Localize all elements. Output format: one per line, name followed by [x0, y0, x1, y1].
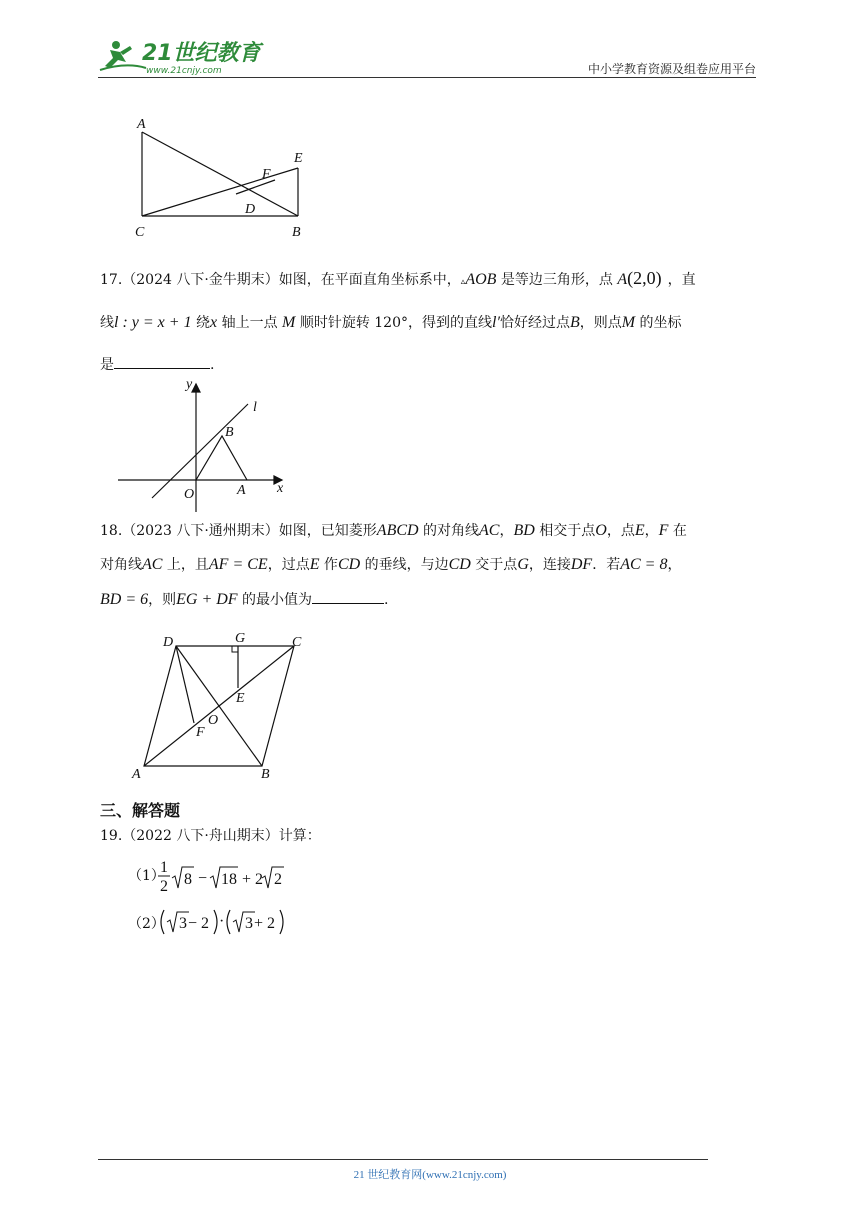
q17-line1 [100, 268, 696, 292]
q17-point-M: M [621, 314, 636, 331]
q18-line2 [100, 555, 681, 575]
q18-text: 作 [319, 557, 338, 573]
q18-point-E: E [634, 522, 645, 539]
q17-line-lprime: l′ [492, 314, 500, 331]
q18-CD: CD [448, 556, 471, 573]
q18-BD-value: BD = 6 [100, 591, 149, 608]
operator: + 2 [242, 871, 264, 888]
q18-line3 [100, 589, 388, 610]
header-rule [98, 77, 756, 78]
q18-text: ， [644, 523, 659, 539]
label-D: D [163, 635, 174, 650]
q17-text: . [210, 357, 215, 373]
q18-text: 的对角线 [418, 523, 480, 539]
q18-text: ， [499, 523, 514, 539]
footer-link[interactable]: 21 世纪教育网(www.21cnjy.com) [353, 1169, 507, 1181]
q18-figure [128, 628, 318, 783]
radicand: 18 [221, 871, 237, 888]
q18-text: 的垂线，与边 [360, 557, 449, 573]
q18-rhombus: ABCD [376, 522, 419, 539]
q17-point-A: A [617, 271, 628, 288]
q19-line1 [100, 826, 321, 846]
radicand: 8 [184, 871, 192, 888]
label-F: F [262, 167, 271, 182]
label-F: F [196, 725, 205, 740]
label-O: O [208, 713, 219, 728]
q17-figure [110, 372, 310, 517]
radicand: 2 [274, 871, 282, 888]
q18-text: 在 [668, 523, 687, 539]
q17-text: 顺时针旋转 120°，得到的直线 [295, 315, 492, 331]
label-C: C [292, 635, 302, 650]
q18-point-E: E [309, 556, 320, 573]
q18-text: 的最小值为 [237, 592, 313, 608]
q17-line2 [100, 313, 682, 333]
logo-url: www.21cnjy.com [146, 66, 222, 76]
q18-text: 上，且 [162, 557, 209, 573]
q18-answer-blank[interactable] [312, 589, 384, 604]
label-B: B [225, 425, 234, 440]
label-A: A [237, 483, 246, 498]
q18-text: ，连接 [528, 557, 571, 573]
q18-AC-value: AC = 8 [620, 556, 668, 573]
fraction-denominator: 2 [160, 878, 168, 894]
radicand: 3 [245, 915, 253, 932]
site-name: 中小学教育资源及组卷应用平台 [587, 62, 756, 76]
label-E: E [294, 151, 303, 166]
q17-text: ，直 [667, 272, 696, 288]
q17-coord: (2,0) [627, 268, 662, 288]
q18-text: ， [667, 557, 682, 573]
q17-triangle-name: AOB [465, 271, 497, 288]
figure-triangles [128, 110, 318, 240]
q17-point-B: B [569, 314, 580, 331]
q19-part2-expression [158, 906, 288, 938]
q18-equation: AF = CE [208, 556, 268, 573]
label-l: l [253, 400, 257, 415]
q18-text: 相交于点 [534, 523, 596, 539]
q19-part1-label: （1） [128, 868, 165, 884]
q18-DF: DF [570, 556, 593, 573]
q18-text: 交于点 [470, 557, 518, 573]
q17-source: （2024 八下·金牛期末） [122, 272, 279, 288]
q18-line1 [100, 521, 687, 541]
q17-text: 如图，在平面直角坐标系中， [278, 272, 461, 288]
q17-text: 线 [100, 315, 114, 331]
runner-icon [100, 41, 146, 70]
q19-source: （2022 八下·舟山期末） [122, 828, 279, 844]
q18-text: ．若 [592, 557, 621, 573]
q18-point-O: O [595, 522, 607, 539]
q18-AC: AC [479, 522, 500, 539]
label-B: B [292, 225, 301, 240]
q17-text: ，则点 [579, 315, 622, 331]
q17-point-M: M [282, 314, 296, 331]
label-E: E [236, 691, 245, 706]
q19-part2-label: （2） [128, 916, 165, 932]
footer-rule [98, 1159, 708, 1160]
q17-text: 轴上一点 [217, 315, 283, 331]
fraction-numerator: 1 [160, 859, 168, 876]
section-heading: 三、解答题 [100, 801, 181, 820]
q18-text: ，点 [606, 523, 635, 539]
q19-part1-expression [158, 858, 288, 894]
label-G: G [235, 631, 246, 646]
label-A: A [132, 767, 141, 782]
q18-number: 18. [100, 523, 123, 539]
label-A: A [137, 117, 146, 132]
triangle-icon: ▵ [460, 277, 466, 287]
label-D: D [245, 202, 256, 217]
term: − 2 [188, 915, 210, 932]
term: + 2 [254, 915, 276, 932]
radicand: 3 [179, 915, 187, 932]
q19-number: 19. [100, 828, 123, 844]
q18-CD: CD [337, 556, 361, 573]
q18-text: ，则 [148, 592, 177, 608]
q17-x: x [210, 314, 218, 331]
q19-prompt: 计算： [278, 828, 321, 844]
operator: − [198, 870, 208, 887]
label-B: B [261, 767, 270, 782]
q18-BD: BD [513, 522, 535, 539]
logo-brand: 21世纪教育 [142, 41, 261, 66]
q18-source: （2023 八下·通州期末） [122, 523, 279, 539]
q18-text: . [384, 592, 389, 608]
q18-point-G: G [517, 556, 529, 573]
q18-AC: AC [142, 556, 163, 573]
q17-number: 17. [100, 272, 123, 288]
operator: · [219, 913, 225, 930]
label-y: y [186, 377, 193, 392]
q18-text: 对角线 [100, 557, 142, 573]
q18-point-F: F [658, 522, 669, 539]
q18-expression: EG + DF [176, 591, 238, 608]
q18-text: ，过点 [267, 557, 310, 573]
q17-text: 的坐标 [635, 315, 682, 331]
q17-equation: l : y = x + 1 [114, 314, 192, 331]
q17-text: 恰好经过点 [499, 315, 570, 331]
q18-text: 如图，已知菱形 [278, 523, 377, 539]
label-O: O [184, 487, 195, 502]
label-x: x [277, 481, 284, 496]
logo [96, 36, 266, 78]
q17-text: 是 [100, 357, 114, 373]
q17-text: 是等边三角形，点 [496, 272, 618, 288]
q17-text: 绕 [191, 315, 211, 331]
label-C: C [135, 225, 145, 240]
q17-answer-blank[interactable] [114, 354, 210, 369]
